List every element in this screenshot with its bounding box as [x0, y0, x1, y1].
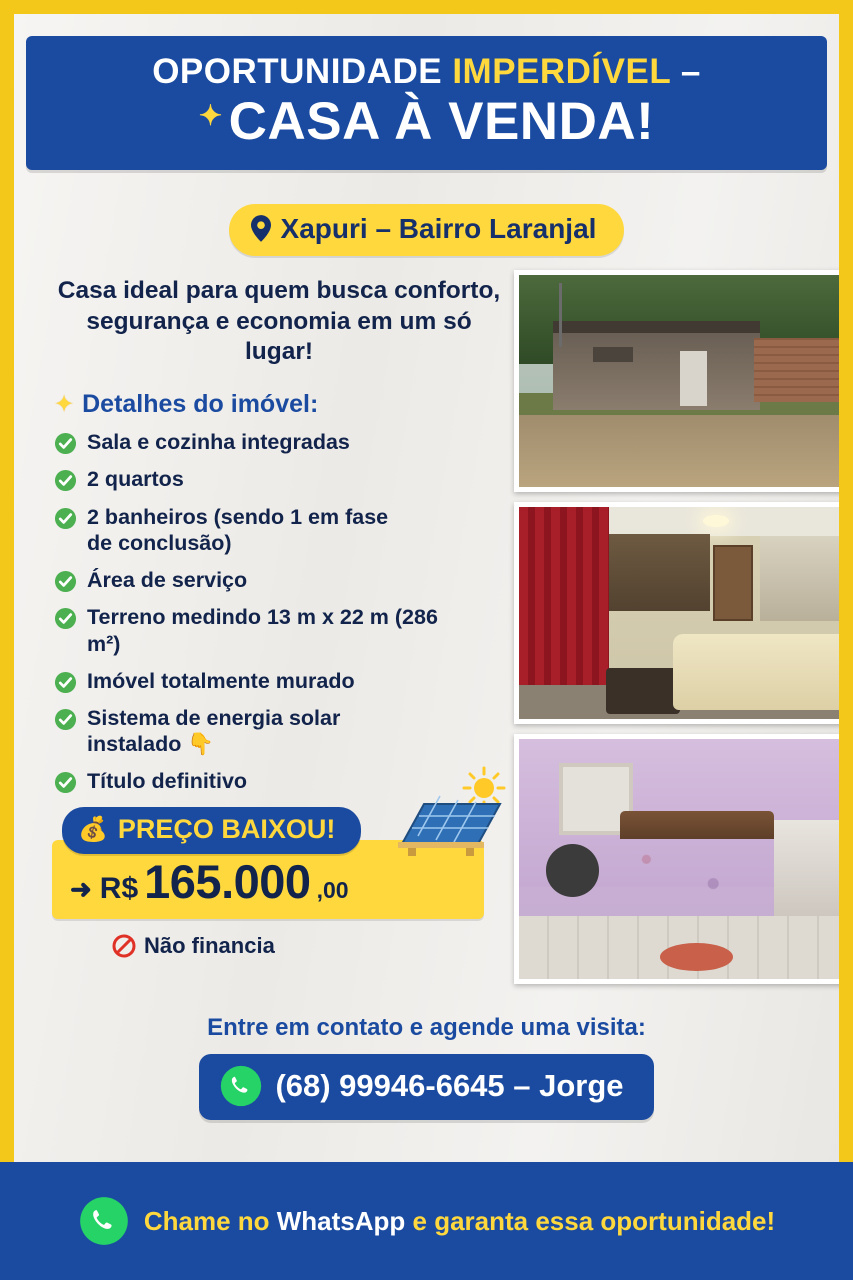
price-currency: R$ — [99, 871, 139, 905]
photo-column — [514, 270, 839, 984]
header-banner — [26, 36, 827, 170]
feature-label: Terreno medindo 13 m x 22 m (286 m²) — [87, 605, 438, 656]
feature-label: Área de serviço — [87, 568, 248, 593]
contact-heading: Entre em contato e agende uma visita: — [207, 1013, 646, 1041]
photo-living-room — [514, 502, 839, 724]
details-heading-label: Detalhes do imóvel: — [82, 390, 319, 419]
whatsapp-icon[interactable] — [219, 1064, 263, 1108]
left-column — [14, 270, 514, 984]
location-row — [14, 204, 839, 256]
check-icon — [54, 507, 77, 530]
phone-number[interactable]: (68) 99946-6645 – Jorge — [275, 1067, 624, 1103]
check-icon — [54, 607, 77, 630]
footer-part1: Chame no — [143, 1205, 277, 1236]
price-badge-label: PREÇO BAIXOU! — [117, 813, 336, 844]
header-title-line1 — [36, 52, 817, 92]
price-amount: 165.000 — [144, 854, 311, 908]
check-icon — [54, 708, 77, 731]
header-title-part2: – — [670, 52, 701, 91]
feature-label: 2 quartos — [87, 467, 184, 492]
phone-row[interactable] — [14, 1054, 839, 1120]
prohibited-icon — [112, 934, 136, 958]
footer-message — [144, 1205, 775, 1238]
flyer-sheet — [14, 14, 839, 1162]
details-heading — [54, 390, 514, 419]
list-item — [54, 504, 514, 556]
sparkle-icon: ✦ — [198, 100, 223, 131]
location-pill — [229, 204, 625, 256]
feature-label: Imóvel totalmente murado — [87, 668, 355, 693]
header-title-part1: OPORTUNIDADE — [152, 52, 453, 91]
location-label: Xapuri – Bairro Laranjal — [280, 212, 597, 244]
content-area — [14, 270, 839, 984]
list-item — [54, 466, 514, 492]
intro-text: Casa ideal para quem busca conforto, segurança e economia em um só lugar! — [57, 276, 501, 366]
list-item — [54, 604, 514, 656]
feature-label: Título definitivo — [87, 769, 248, 794]
header-title-line2 — [36, 94, 817, 150]
check-icon — [54, 671, 77, 694]
phone-pill[interactable] — [199, 1054, 653, 1120]
map-pin-icon — [251, 215, 271, 242]
footer-banner — [0, 1162, 853, 1280]
footer-part2: e garanta essa oportunidade! — [405, 1205, 776, 1236]
feature-label: Sistema de energia solar instalado 👇 — [87, 705, 341, 757]
whatsapp-icon[interactable] — [78, 1195, 130, 1247]
check-icon — [54, 771, 77, 794]
price-badge — [62, 807, 361, 854]
header-subtitle-text: CASA À VENDA! — [228, 92, 655, 151]
check-icon — [54, 432, 77, 455]
list-item — [54, 567, 514, 593]
list-item — [54, 668, 514, 694]
photo-bedroom — [514, 734, 839, 984]
money-bag-icon: 💰 — [78, 815, 108, 843]
list-item — [54, 429, 514, 455]
feature-label: 2 banheiros (sendo 1 em fase de conclusão) — [87, 504, 389, 555]
no-financing-label: Não financia — [144, 932, 275, 958]
footer-highlight: WhatsApp — [276, 1205, 406, 1236]
feature-label: Sala e cozinha integradas — [87, 430, 350, 455]
photo-exterior — [514, 270, 839, 492]
list-item — [54, 705, 514, 757]
check-icon — [54, 570, 77, 593]
price-cents: ,00 — [316, 876, 349, 903]
check-icon — [54, 469, 77, 492]
header-title-highlight: IMPERDÍVEL — [452, 52, 671, 91]
sparkles-icon: ✦ — [54, 391, 75, 419]
features-list — [54, 429, 514, 794]
solar-panel-icon — [392, 766, 512, 858]
no-financing-row — [112, 933, 522, 959]
arrow-right-icon: ➜ — [70, 873, 92, 904]
